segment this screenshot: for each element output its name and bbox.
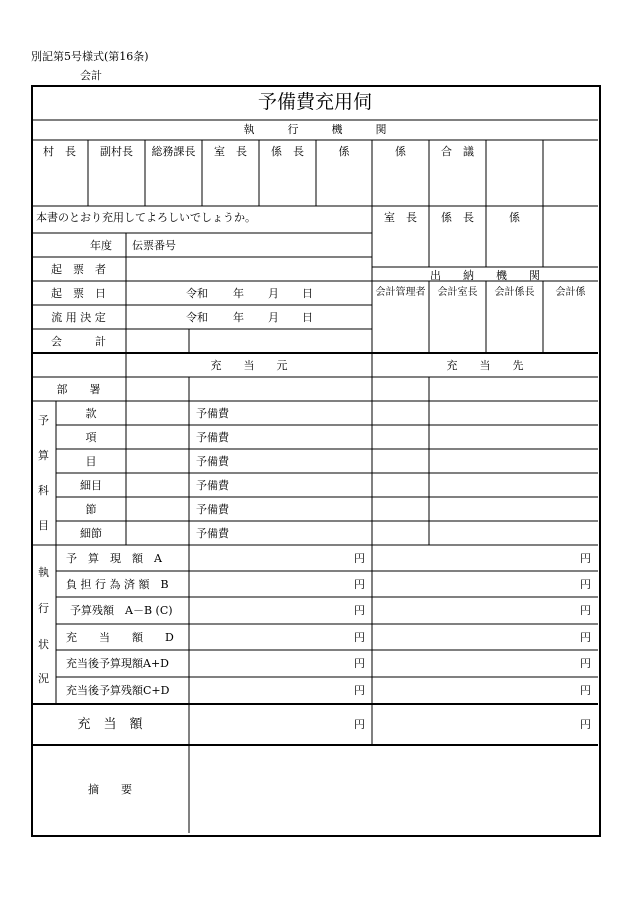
role-general-affairs-head: 総務課長 xyxy=(151,145,196,158)
approve-month-unit: 月 xyxy=(268,311,279,324)
department-row-label: 部 署 xyxy=(56,383,101,396)
exec-dest-yen: 円 xyxy=(580,684,591,697)
executing-heading: 執 行 機 関 xyxy=(243,123,387,136)
draft-month-unit: 月 xyxy=(268,287,279,300)
treasury-manager: 会計管理者 xyxy=(375,287,426,298)
department-label: 会計 xyxy=(80,69,102,82)
approval-staff: 係 xyxy=(509,211,520,224)
budget-row-label: 目 xyxy=(85,455,97,468)
approval-office-head: 室 長 xyxy=(384,211,417,224)
exec-group-char-2: 行 xyxy=(38,602,49,615)
budget-row-label: 節 xyxy=(85,503,97,516)
treasury-section-head: 会計係長 xyxy=(494,287,535,298)
budget-row-value: 予備費 xyxy=(196,455,229,468)
budget-row-value: 予備費 xyxy=(196,407,229,420)
budget-row-value: 予備費 xyxy=(196,431,229,444)
exec-row-label: 充当後予算現額A+D xyxy=(66,657,169,670)
exec-source-yen: 円 xyxy=(354,631,365,644)
exec-source-yen: 円 xyxy=(354,604,365,617)
budget-group-char-2: 算 xyxy=(38,449,49,462)
role-deputy-chief: 副村長 xyxy=(100,145,133,158)
exec-source-yen: 円 xyxy=(354,552,365,565)
budget-row-value: 予備費 xyxy=(196,503,229,516)
budget-row-label: 項 xyxy=(85,431,97,444)
budget-row-label: 細目 xyxy=(80,479,102,492)
approve-era: 令和 xyxy=(186,311,208,324)
role-staff: 係 xyxy=(338,145,350,158)
drafter-label: 起 票 者 xyxy=(51,263,106,276)
summary-label: 摘 要 xyxy=(88,783,132,796)
approve-day-unit: 日 xyxy=(302,311,313,324)
draft-year-unit: 年 xyxy=(233,287,244,300)
exec-source-yen: 円 xyxy=(354,684,365,697)
draft-day-unit: 日 xyxy=(302,287,313,300)
budget-group-char-4: 目 xyxy=(38,519,49,532)
exec-dest-yen: 円 xyxy=(580,631,591,644)
exec-row-label: 充当後予算残額C+D xyxy=(66,684,170,697)
draft-era: 令和 xyxy=(186,287,208,300)
budget-row-label: 款 xyxy=(85,407,97,420)
approval-section-head: 係 長 xyxy=(441,211,474,224)
form-reference: 別記第5号様式(第16条) xyxy=(31,50,149,63)
exec-group-char-3: 状 xyxy=(38,638,49,651)
destination-heading: 充 当 先 xyxy=(446,359,524,372)
treasury-staff: 会計係 xyxy=(555,287,586,298)
budget-group-char-3: 科 xyxy=(38,484,49,497)
role-staff-2: 係 xyxy=(395,145,406,158)
exec-dest-yen: 円 xyxy=(580,552,591,565)
exec-source-yen: 円 xyxy=(354,657,365,670)
role-section-head: 係 長 xyxy=(271,145,304,158)
role-consultation: 合 議 xyxy=(441,145,474,158)
treasury-heading: 出 納 機 関 xyxy=(430,269,540,282)
exec-source-yen: 円 xyxy=(354,578,365,591)
accounting-label: 会 計 xyxy=(51,335,106,348)
exec-dest-yen: 円 xyxy=(580,578,591,591)
approval-decision-label: 流 用 決 定 xyxy=(51,311,106,324)
exec-row-label: 充 当 額 D xyxy=(66,631,174,644)
budget-row-value: 予備費 xyxy=(196,527,229,540)
exec-dest-yen: 円 xyxy=(580,604,591,617)
exec-dest-yen: 円 xyxy=(580,657,591,670)
budget-row-value: 予備費 xyxy=(196,479,229,492)
budget-row-label: 細節 xyxy=(80,527,102,540)
role-village-chief: 村 長 xyxy=(43,145,76,158)
year-label: 年度 xyxy=(90,239,112,252)
treasury-office-head: 会計室長 xyxy=(437,287,478,298)
request-text: 本書のとおり充用してよろしいでしょうか。 xyxy=(36,211,256,224)
total-label: 充 当 額 xyxy=(77,717,143,732)
total-dest-yen: 円 xyxy=(580,718,591,731)
role-office-head: 室 長 xyxy=(214,145,247,158)
exec-row-label: 予 算 現 額 A xyxy=(66,552,162,565)
exec-row-label: 予算残額 A－B (C) xyxy=(70,604,173,617)
exec-group-char-4: 況 xyxy=(38,672,49,685)
budget-group-char-1: 予 xyxy=(38,414,49,427)
source-heading: 充 当 元 xyxy=(210,359,288,372)
exec-group-char-1: 執 xyxy=(38,566,49,579)
form-title: 予備費充用伺 xyxy=(257,91,372,113)
approve-year-unit: 年 xyxy=(233,311,244,324)
draft-date-label: 起 票 日 xyxy=(51,287,106,300)
total-source-yen: 円 xyxy=(354,718,365,731)
voucher-number-label: 伝票番号 xyxy=(132,239,176,252)
exec-row-label: 負 担 行 為 済 額 B xyxy=(66,578,169,591)
